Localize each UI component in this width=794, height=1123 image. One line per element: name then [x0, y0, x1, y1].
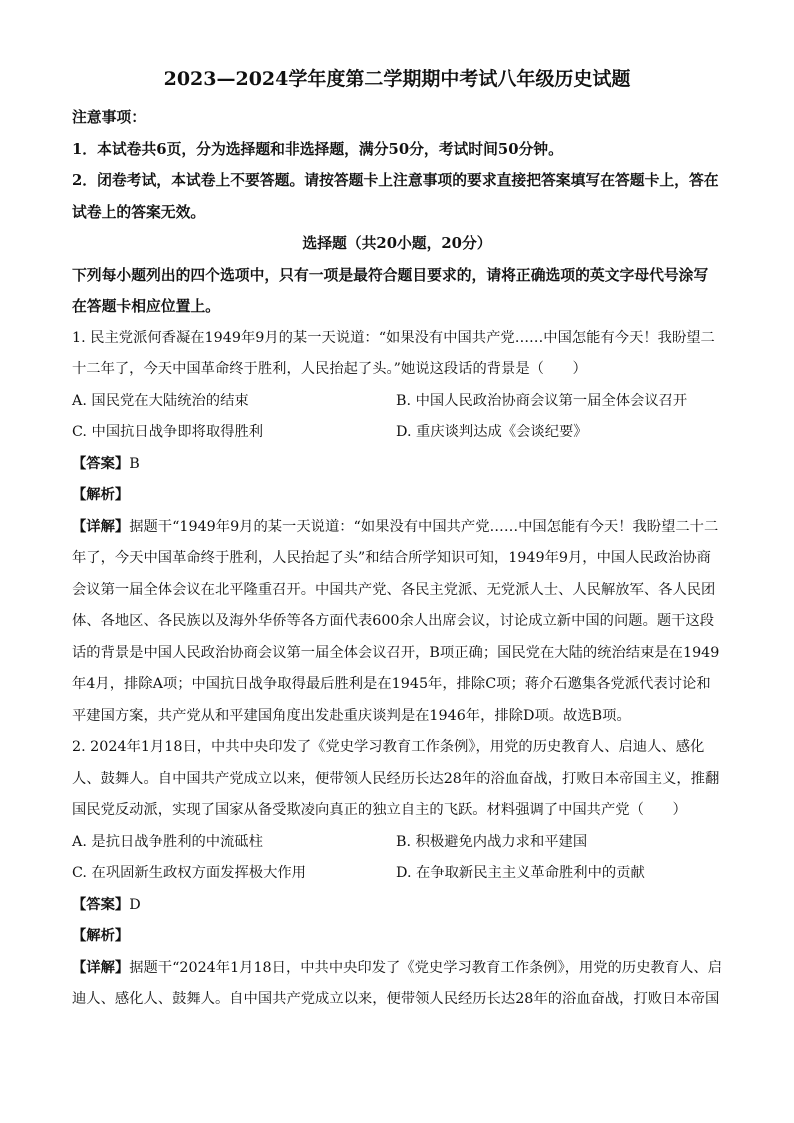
question-options	[72, 827, 722, 890]
option-d: D. 在争取新民主主义革命胜利中的贡献	[396, 865, 645, 881]
option-b: B. 积极避免内战力求和平建国	[396, 833, 588, 850]
question-1	[72, 323, 722, 733]
answer-line	[72, 449, 722, 481]
option-c: C. 中国抗日战争即将取得胜利	[72, 424, 264, 440]
question-stem: 2. 2024年1月18日，中共中央印发了《党史学习教育工作条例》，用党的历史教育人、启迪人、感化人、鼓舞人。自中国共产党成立以来，便带领人民经历长达28年的浴血奋战，打败日本帝国主义，推翻国民党反动派，实现了国家从备受欺凌向真正的独立自主的飞跃。材料强调了中国共产党（ ）	[72, 739, 720, 818]
option-d: D. 重庆谈判达成《会谈纪要》	[396, 424, 588, 440]
detail-paragraph	[72, 953, 722, 1016]
page-title: 2023—2024学年度第二学期期中考试八年级历史试题	[163, 68, 631, 90]
analysis-tag: 【解析】	[72, 928, 130, 944]
detail-paragraph	[72, 512, 722, 733]
detail-text: 据题干“1949年9月的某一天说道：“如果没有中国共产党……中国怎能有今天！我盼望二十二年了，今天中国革命终于胜利，人民抬起了头”和结合所学知识可知，1949年9月，中国人民政治协商会议第一届全体会议在北平隆重召开。中国共产党、各民主党派、无党派人士、人民解放军、各人民团体、各地区、各民族以及海外华侨等各方面代表600余人出席会议，讨论成立新中国的问题。题干这段话的背景是中国人民政治协商会议第一届全体会议召开，B项正确；国民党在大陆的统治结束是在1949年4月，排除A项；中国抗日战争取得最后胜利是在1945年，排除C项；蒋介石邀集各党派代表讨论和平建国方案，共产党从和平建国角度出发赴重庆谈判是在1946年，排除D项。故选B项。	[72, 518, 720, 724]
answer-value: B	[129, 455, 140, 472]
answer-value: D	[129, 896, 141, 913]
analysis-tag: 【解析】	[72, 487, 130, 503]
answer-tag: 【答案】	[72, 896, 130, 913]
option-b: B. 中国人民政治协商会议第一届全体会议召开	[396, 392, 688, 409]
question-2	[72, 732, 722, 1016]
notice-item-2: 2．闭卷考试，本试卷上不要答题。请按答题卡上注意事项的要求直接把答案填写在答题卡上，答在试卷上的答案无效。	[72, 172, 719, 221]
option-c: C. 在巩固新生政权方面发挥极大作用	[72, 865, 306, 881]
question-options	[72, 386, 722, 449]
section-instruction: 下列每小题列出的四个选项中，只有一项是最符合题目要求的，请将正确选项的英文字母代号涂写在答题卡相应位置上。	[72, 266, 709, 315]
notice-heading: 注意事项：	[72, 109, 146, 126]
section-heading: 选择题（共20小题，20分）	[302, 235, 492, 252]
detail-tag: 【详解】	[72, 959, 130, 976]
notice-item-1: 1．本试卷共6页，分为选择题和非选择题，满分50分，考试时间50分钟。	[72, 140, 563, 158]
answer-tag: 【答案】	[72, 455, 130, 472]
detail-tag: 【详解】	[72, 518, 130, 535]
answer-line	[72, 890, 722, 922]
question-stem: 1. 民主党派何香凝在1949年9月的某一天说道：“如果没有中国共产党……中国怎能有今天！我盼望二十二年了，今天中国革命终于胜利，人民抬起了头。”她说这段话的背景是（ ）	[72, 329, 715, 377]
option-a: A. 国民党在大陆统治的结束	[72, 392, 249, 409]
option-a: A. 是抗日战争胜利的中流砥柱	[72, 833, 263, 850]
detail-text: 据题干“2024年1月18日，中共中央印发了《党史学习教育工作条例》，用党的历史教育人、启迪人、感化人、鼓舞人。自中国共产党成立以来，便带领人民经历长达28年的浴血奋战，打败日本帝国	[72, 959, 722, 1007]
